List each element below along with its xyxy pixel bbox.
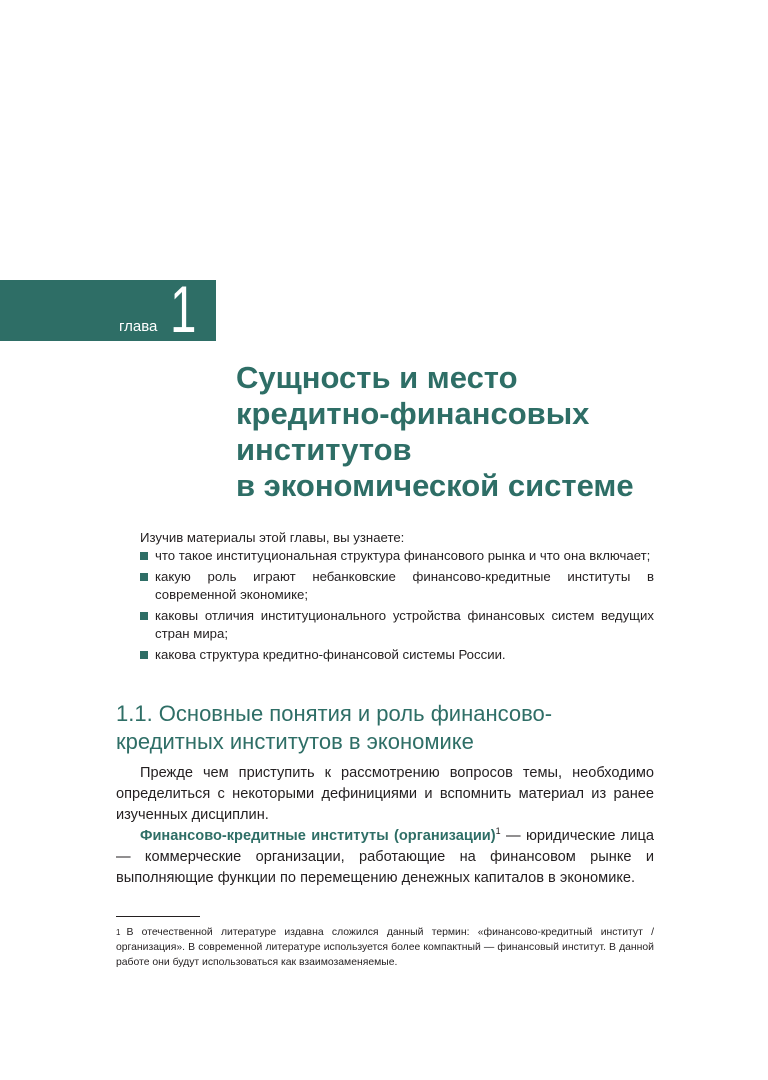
footnote-reference[interactable]: 1: [495, 826, 501, 837]
goals-item-text: что такое институциональная структура финансового рынка и что она включает;: [155, 548, 651, 563]
goals-list: [140, 547, 654, 667]
goals-list-item: [140, 607, 654, 643]
square-bullet-icon: [140, 612, 148, 620]
section-heading: [116, 700, 552, 756]
chapter-number: 1: [170, 272, 197, 346]
chapter-label: глава: [119, 318, 158, 335]
goals-item-text: какова структура кредитно-финансовой системы России.: [155, 647, 506, 662]
goals-item-text: какую роль играют небанковские финансово-кредитные институты в современной экономике;: [155, 569, 654, 602]
goals-list-item: [140, 646, 654, 664]
square-bullet-icon: [140, 552, 148, 560]
goals-list-item: [140, 547, 654, 565]
chapter-title-line: Сущность и место: [236, 360, 518, 395]
goals-intro: Изучив материалы этой главы, вы узнаете:: [140, 530, 405, 545]
chapter-banner: [0, 272, 216, 346]
footnote-text: В отечественной литературе издавна сложился данный термин: «финансово-кредитный институт / организация». В современной литературе используется более компактный — финансовый институт. В данной работе они будут использоваться как взаимозаменяемые.: [116, 927, 654, 968]
section-body: [116, 763, 654, 889]
defined-term: Финансово-кредитные институты (организации): [140, 828, 496, 844]
section-heading-line: кредитных институтов в экономике: [116, 729, 474, 754]
chapter-title: [236, 360, 736, 504]
section-heading-line: 1.1. Основные понятия и роль финансово-: [116, 701, 553, 726]
body-paragraph: [116, 826, 654, 889]
body-paragraph: Прежде чем приступить к рассмотрению вопросов темы, необходимо определиться с некоторыми дефинициями и вспомнить материал из ранее изученных дисциплин.: [116, 765, 654, 823]
chapter-title-line: кредитно-финансовых: [236, 396, 590, 431]
goals-item-text: каковы отличия институционального устройства финансовых систем ведущих стран мира;: [155, 608, 654, 641]
footnote-divider: [116, 916, 200, 917]
square-bullet-icon: [140, 651, 148, 659]
footnote-mark: 1: [116, 928, 121, 937]
chapter-title-line: институтов: [236, 432, 412, 467]
chapter-title-line: в экономической системе: [236, 468, 634, 503]
footnote: [116, 925, 654, 970]
definition-text: — юридические лица — коммерческие организации, работающие на финансовом рынке и выполняющие функции по перемещению денежных капиталов в экономике.: [116, 828, 654, 886]
goals-list-item: [140, 568, 654, 604]
square-bullet-icon: [140, 573, 148, 581]
